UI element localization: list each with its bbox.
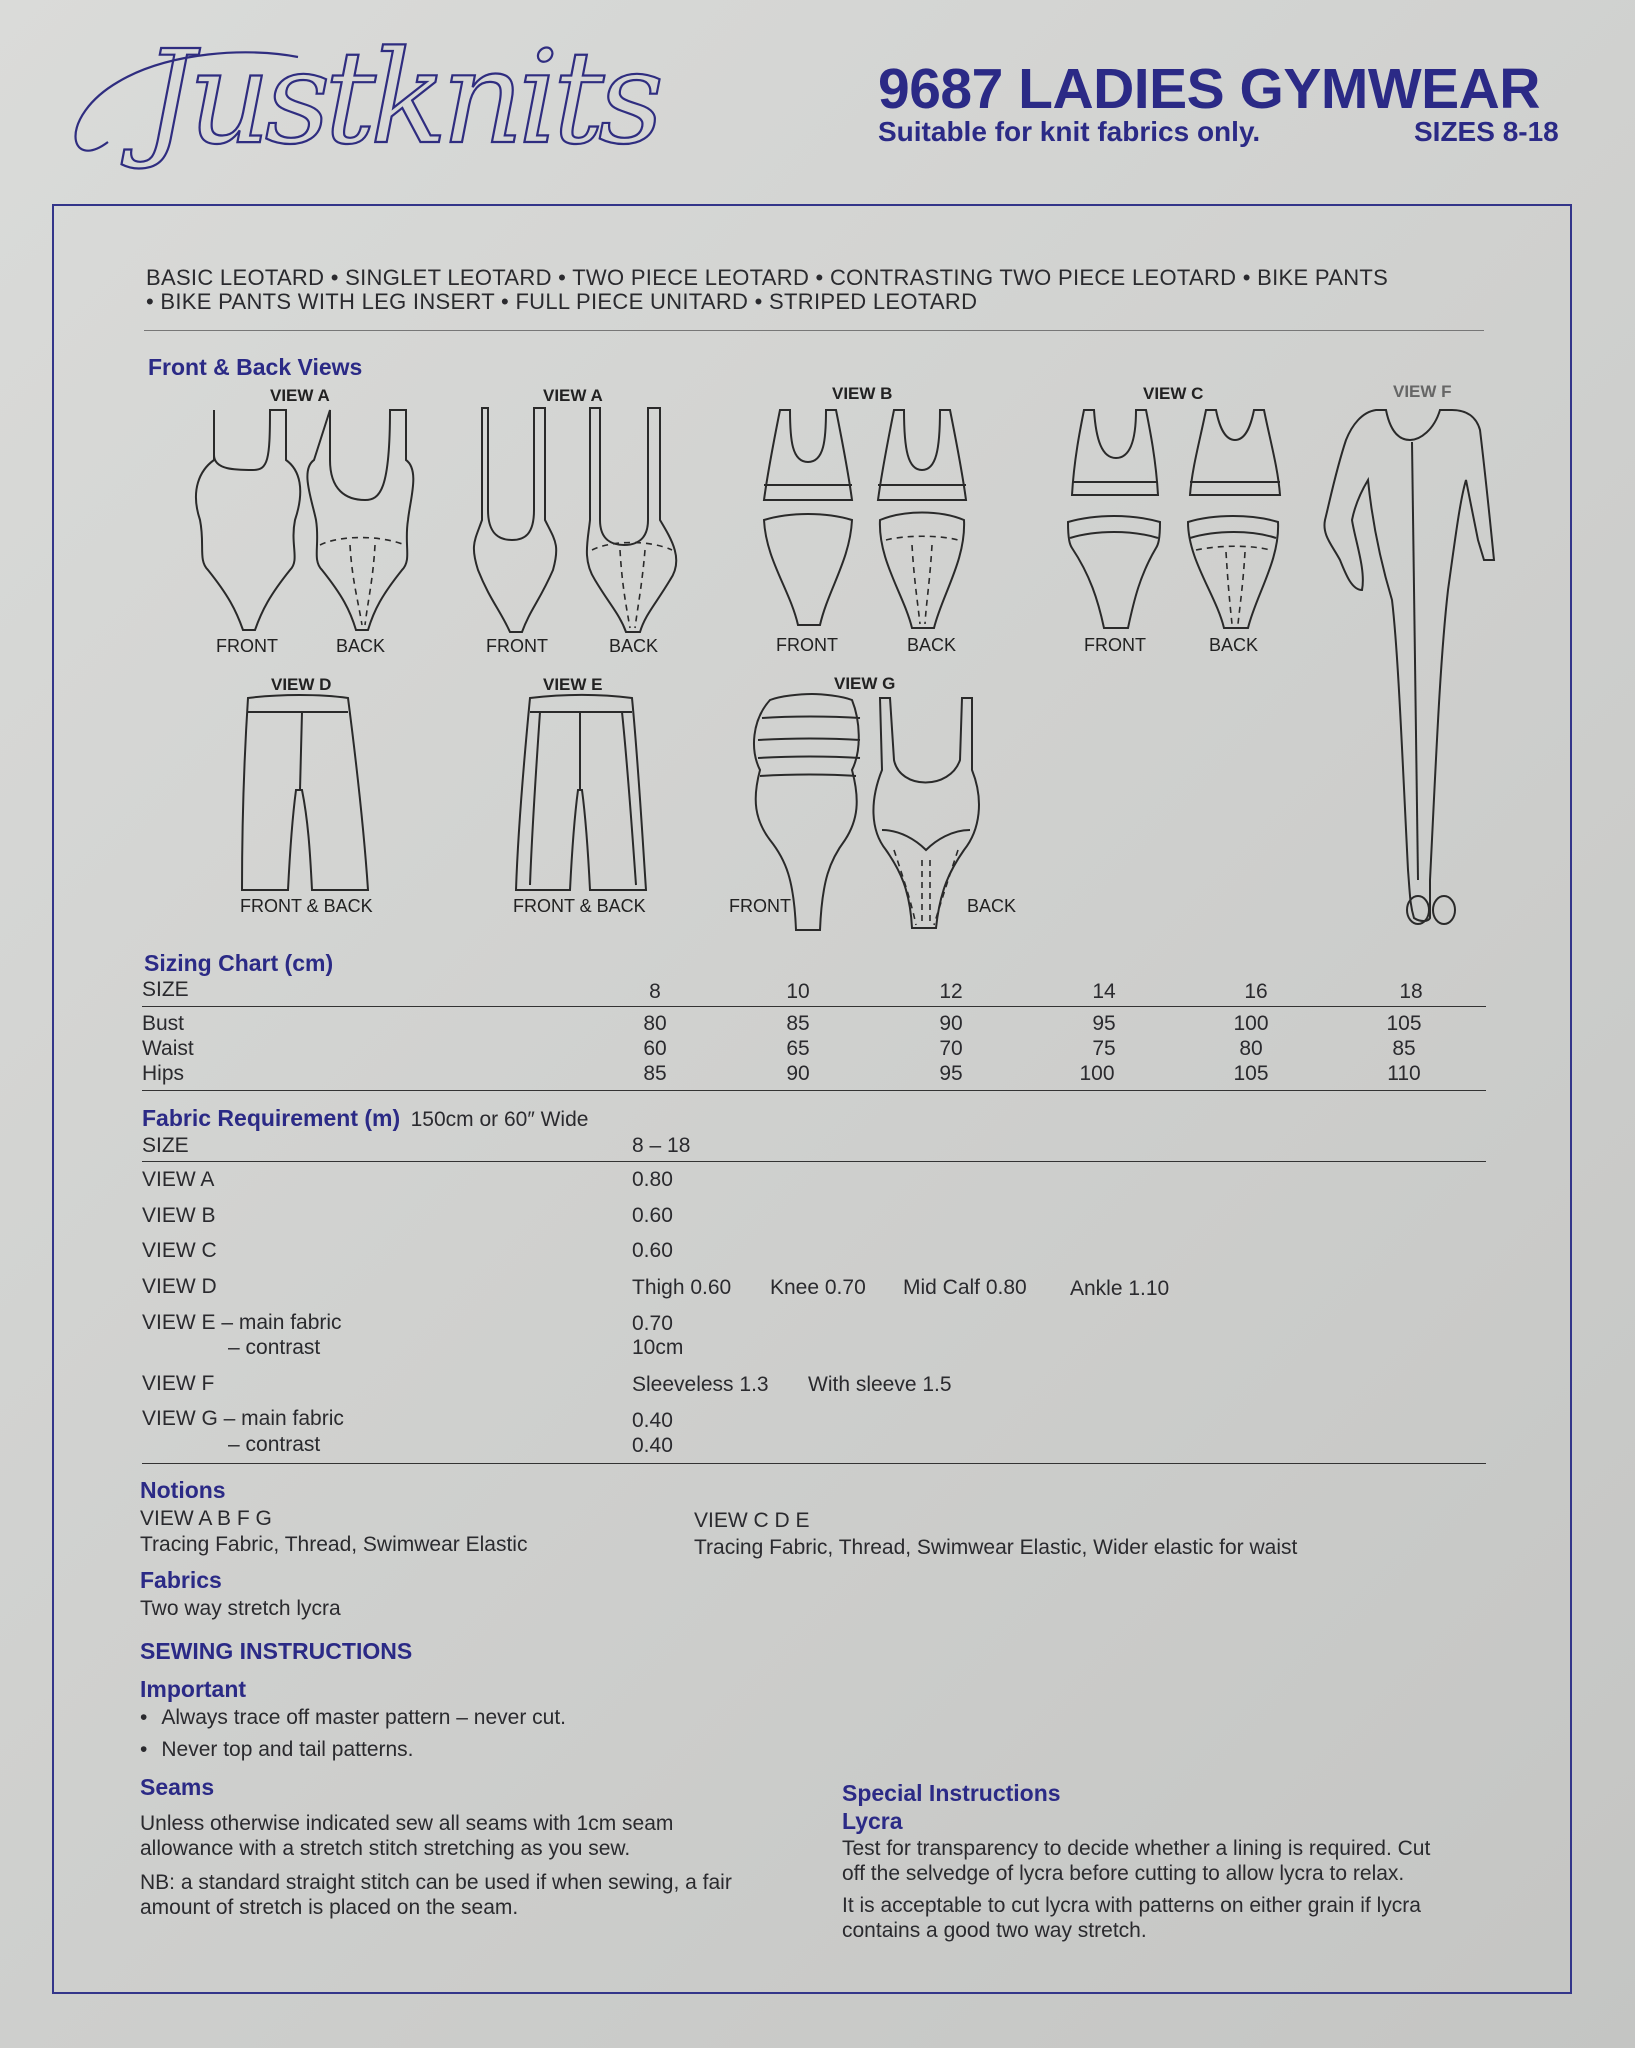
view-d-caption: FRONT & BACK	[240, 896, 373, 916]
fabric-view-d-knee: Knee 0.70	[770, 1276, 866, 1299]
view-e-label: VIEW E	[543, 675, 603, 694]
bust-8: 80	[643, 1012, 667, 1035]
fabric-view-a-value: 0.80	[632, 1168, 673, 1191]
fabric-view-c: VIEW C	[142, 1239, 217, 1262]
waist-16: 80	[1239, 1037, 1263, 1060]
size-18-header: 18	[1399, 980, 1423, 1003]
seams-line-1: Unless otherwise indicated sew all seams with 1cm seam	[140, 1812, 674, 1835]
sizing-bottom-rule	[142, 1090, 1486, 1091]
fabric-size-range: 8 – 18	[632, 1134, 691, 1157]
views-heading: Front & Back Views	[148, 354, 363, 380]
sizing-heading: Sizing Chart (cm)	[144, 950, 334, 976]
lycra-p1-line-2: off the selvedge of lycra before cutting to allow lycra to relax.	[842, 1862, 1405, 1885]
view-a-front-caption: FRONT	[216, 636, 278, 656]
special-heading: Special Instructions	[842, 1780, 1061, 1806]
view-c-brief-back-drawing	[1188, 516, 1278, 628]
view-b-label: VIEW B	[832, 384, 893, 403]
hips-label: Hips	[142, 1062, 185, 1085]
bullet-1: • Always trace off master pattern – never cut.	[140, 1706, 566, 1729]
nb-line-2: amount of stretch is placed on the seam.	[140, 1896, 519, 1919]
view-a-label: VIEW A	[270, 386, 330, 405]
fabric-size-label: SIZE	[142, 1134, 189, 1157]
fabrics-heading: Fabrics	[140, 1567, 222, 1593]
view-g-front-caption: FRONT	[729, 896, 791, 916]
size-10-header: 10	[786, 980, 810, 1003]
view-a-back-caption: BACK	[336, 636, 386, 656]
fabric-heading: Fabric Requirement (m)	[142, 1105, 401, 1131]
view-c-label: VIEW C	[1143, 384, 1204, 403]
view-d-label: VIEW D	[271, 675, 332, 694]
fabric-view-a: VIEW A	[142, 1168, 215, 1191]
waist-10: 65	[786, 1037, 810, 1060]
view-c-top-back-drawing	[1190, 410, 1280, 495]
fabric-heading-row	[142, 1105, 588, 1132]
view-b-back-caption: BACK	[907, 635, 957, 655]
bust-label: Bust	[142, 1012, 185, 1035]
sizing-size-label: SIZE	[142, 978, 189, 1001]
seams-line-2: allowance with a stretch stitch stretching as you sew.	[140, 1837, 631, 1860]
fabric-view-b-value: 0.60	[632, 1204, 673, 1227]
view-c-front-caption: FRONT	[1084, 635, 1146, 655]
bullet-2: • Never top and tail patterns.	[140, 1738, 414, 1761]
bust-14: 95	[1092, 1012, 1116, 1035]
size-8-header: 8	[649, 980, 661, 1003]
important-heading: Important	[140, 1676, 247, 1702]
fabric-view-c-value: 0.60	[632, 1239, 673, 1262]
view-b-top-back-drawing	[878, 410, 966, 500]
lycra-p2-line-2: contains a good two way stretch.	[842, 1919, 1147, 1942]
style-list-line-1: BASIC LEOTARD • SINGLET LEOTARD • TWO PIECE LEOTARD • CONTRASTING TWO PIECE LEOTARD • BIKE PANTS	[146, 265, 1389, 290]
style-list-line-2: • BIKE PANTS WITH LEG INSERT • FULL PIECE UNITARD • STRIPED LEOTARD	[146, 289, 978, 314]
notions-heading: Notions	[140, 1477, 226, 1503]
fabric-view-d: VIEW D	[142, 1275, 217, 1298]
waist-8: 60	[643, 1037, 667, 1060]
lycra-heading: Lycra	[842, 1808, 903, 1834]
view-f-drawing	[1324, 410, 1494, 921]
fabric-view-f-sleeve: With sleeve 1.5	[808, 1373, 952, 1396]
fabric-view-f-sleeveless: Sleeveless 1.3	[632, 1373, 769, 1396]
notions-left-views: VIEW A B F G	[140, 1507, 272, 1530]
bust-16: 100	[1233, 1012, 1269, 1035]
view-a2-back-drawing	[587, 408, 676, 632]
bust-10: 85	[786, 1012, 810, 1035]
view-c-back-caption: BACK	[1209, 635, 1259, 655]
view-c-top-front-drawing	[1072, 410, 1158, 495]
view-e-drawing	[516, 695, 646, 890]
sizing-header-rule	[142, 1006, 1486, 1007]
bullet-2-text: Never top and tail patterns.	[161, 1738, 414, 1761]
size-range: SIZES 8-18	[1414, 116, 1559, 147]
size-16-header: 16	[1244, 980, 1268, 1003]
size-12-header: 12	[939, 980, 963, 1003]
fabric-view-d-midcalf: Mid Calf 0.80	[903, 1276, 1027, 1299]
fabric-view-g-contrast-value: 0.40	[632, 1434, 673, 1457]
bullet-1-text: Always trace off master pattern – never cut.	[161, 1706, 566, 1729]
hips-14: 100	[1079, 1062, 1115, 1085]
view-a-front-drawing	[196, 410, 300, 630]
view-c-brief-front-drawing	[1068, 516, 1160, 628]
sewing-heading: SEWING INSTRUCTIONS	[140, 1638, 413, 1664]
fabric-view-e-main-value: 0.70	[632, 1312, 673, 1335]
fabric-view-g: VIEW G – main fabric	[142, 1407, 344, 1430]
view-g-back-drawing	[873, 698, 979, 928]
hips-18: 110	[1387, 1062, 1421, 1085]
view-b-brief-front-drawing	[764, 514, 852, 625]
fabric-width: 150cm or 60″ Wide	[410, 1108, 589, 1131]
waist-18: 85	[1392, 1037, 1416, 1060]
nb-line-1: NB: a standard straight stitch can be used if when sewing, a fair	[140, 1871, 732, 1894]
hips-10: 90	[786, 1062, 810, 1085]
hips-16: 105	[1233, 1062, 1269, 1085]
fabric-view-b: VIEW B	[142, 1204, 216, 1227]
fabric-view-d-thigh: Thigh 0.60	[632, 1276, 732, 1299]
notions-right-items: Tracing Fabric, Thread, Swimwear Elastic, Wider elastic for waist	[694, 1536, 1298, 1559]
fabric-view-e-contrast-value: 10cm	[632, 1336, 684, 1359]
size-14-header: 14	[1092, 980, 1116, 1003]
fabric-view-d-ankle: Ankle 1.10	[1070, 1277, 1170, 1300]
view-d-drawing	[242, 695, 368, 890]
lycra-p2-line-1: It is acceptable to cut lycra with patterns on either grain if lycra	[842, 1894, 1421, 1917]
view-a2-front-caption: FRONT	[486, 636, 548, 656]
fabric-view-e: VIEW E – main fabric	[142, 1311, 342, 1334]
view-b-top-front-drawing	[764, 410, 852, 500]
fabrics-text: Two way stretch lycra	[140, 1597, 341, 1620]
logo-text: Justknits	[143, 24, 658, 173]
view-a-label-2: VIEW A	[543, 386, 603, 405]
view-f-centre-line	[1412, 442, 1418, 880]
view-a-back-drawing	[307, 410, 413, 630]
subtitle: Suitable for knit fabrics only.	[878, 116, 1261, 147]
view-a2-front-drawing	[474, 408, 556, 632]
notions-left-items: Tracing Fabric, Thread, Swimwear Elastic	[140, 1533, 528, 1556]
fabric-view-g-main-value: 0.40	[632, 1409, 673, 1432]
page-title: 9687 LADIES GYMWEAR	[878, 57, 1540, 121]
bust-18: 105	[1386, 1012, 1422, 1035]
view-g-back-caption: BACK	[967, 896, 1017, 916]
view-b-brief-back-drawing	[880, 513, 964, 629]
waist-14: 75	[1092, 1037, 1116, 1060]
fabric-view-e-contrast: – contrast	[228, 1336, 321, 1359]
view-g-front-drawing	[754, 694, 860, 930]
fabric-view-f: VIEW F	[142, 1372, 215, 1395]
notions-right-views: VIEW C D E	[694, 1509, 810, 1532]
view-g-label: VIEW G	[834, 674, 896, 693]
view-e-caption: FRONT & BACK	[513, 896, 646, 916]
view-a2-back-caption: BACK	[609, 636, 659, 656]
waist-label: Waist	[142, 1037, 194, 1060]
hips-12: 95	[939, 1062, 963, 1085]
lycra-p1-line-1: Test for transparency to decide whether a lining is required. Cut	[842, 1837, 1431, 1860]
bust-12: 90	[939, 1012, 963, 1035]
view-b-front-caption: FRONT	[776, 635, 838, 655]
fabric-view-g-contrast: – contrast	[228, 1433, 321, 1456]
waist-12: 70	[939, 1037, 963, 1060]
hips-8: 85	[643, 1062, 667, 1085]
seams-heading: Seams	[140, 1774, 215, 1800]
view-f-label: VIEW F	[1393, 382, 1452, 401]
fabric-header-rule	[142, 1161, 1486, 1162]
fabric-bottom-rule	[142, 1463, 1486, 1464]
